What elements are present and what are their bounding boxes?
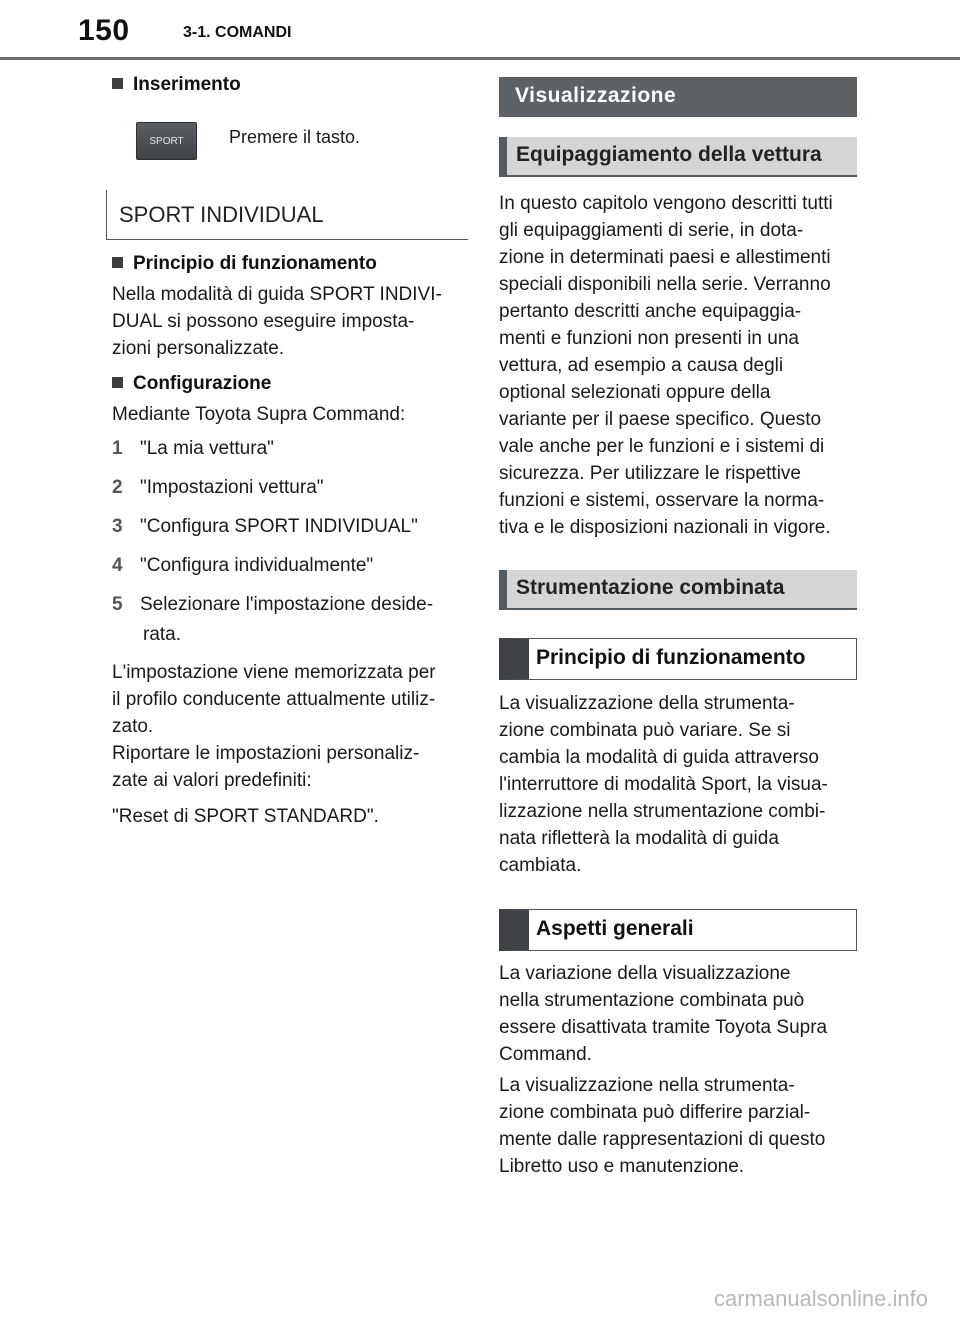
chapter-title: 3-1. COMANDI xyxy=(183,24,292,41)
reset-paragraph: Riportare le impostazioni personaliz- zate ai valori predefiniti: xyxy=(112,743,420,791)
equipaggiamento-paragraph: In questo capitolo vengono descritti tutti gli equipaggiamenti di serie, in dota- zione in determinati paesi e allestimenti speciali disponibili nella serie. Verranno pertanto descritti anche equipaggia- menti e funzioni non presenti in una vettura, ad esempio a causa degli optional selezionati oppure della variante per il paese specifico. Questo vale anche per le funzioni e i sistemi di sicurezza. Per utilizzare le rispettive funzioni e sistemi, osservare la norma- tiva e le disposizioni nazionali in vigore. xyxy=(499,193,833,538)
sport-button-graphic: SPORT xyxy=(136,122,197,160)
section-title-sport-individual: SPORT INDIVIDUAL xyxy=(106,190,468,240)
principio-header: Principio di funzionamento xyxy=(499,638,857,680)
list-item: 3 "Configura SPORT INDIVIDUAL" xyxy=(112,516,418,537)
header-divider xyxy=(0,57,960,60)
list-item: 2 "Impostazioni vettura" xyxy=(112,477,324,498)
list-item: 5 Selezionare l'impostazione deside- xyxy=(112,594,434,615)
aspetti-paragraph-2: La visualizzazione nella strumenta- zione combinata può differire parzial- mente dalle rappresentazioni di questo Libretto uso e manutenzione. xyxy=(499,1075,826,1177)
aspetti-paragraph-1: La variazione della visualizzazione nella strumentazione combinata può essere disattivata tramite Toyota Supra Command. xyxy=(499,963,828,1065)
list-item-continuation: rata. xyxy=(143,624,182,645)
list-item: 4 "Configura individualmente" xyxy=(112,555,374,576)
configurazione-heading: Configurazione xyxy=(112,373,271,395)
inserimento-heading: Inserimento xyxy=(112,74,241,96)
press-button-text: Premere il tasto. xyxy=(229,127,361,147)
principio-heading: Principio di funzionamento xyxy=(112,253,377,275)
equipaggiamento-header: Equipaggiamento della vettura xyxy=(499,137,857,177)
config-intro: Mediante Toyota Supra Command: xyxy=(112,404,406,425)
memo-paragraph: L'impostazione viene memorizzata per il profilo conducente attualmente utiliz- zato. xyxy=(112,662,436,737)
aspetti-header: Aspetti generali xyxy=(499,909,857,951)
square-bullet-icon xyxy=(112,78,123,89)
principio-paragraph: Nella modalità di guida SPORT INDIVI- DUAL si possono eseguire imposta- zioni personalizzate. xyxy=(112,284,442,359)
strumentazione-header: Strumentazione combinata xyxy=(499,570,857,610)
list-item: 1 "La mia vettura" xyxy=(112,438,274,459)
reset-value: "Reset di SPORT STANDARD". xyxy=(112,806,379,827)
square-bullet-icon xyxy=(112,377,123,388)
square-bullet-icon xyxy=(112,257,123,268)
page-number: 150 xyxy=(78,14,130,47)
principio-right-paragraph: La visualizzazione della strumenta- zione combinata può variare. Se si cambia la modalità di guida attraverso l'interruttore di modalità Sport, la visua- lizzazione nella strumentazione combi- nata rifletterà la modalità di guida cambiata. xyxy=(499,693,828,876)
visualizzazione-header: Visualizzazione xyxy=(499,77,857,117)
watermark: carmanualsonline.info xyxy=(713,1286,928,1311)
